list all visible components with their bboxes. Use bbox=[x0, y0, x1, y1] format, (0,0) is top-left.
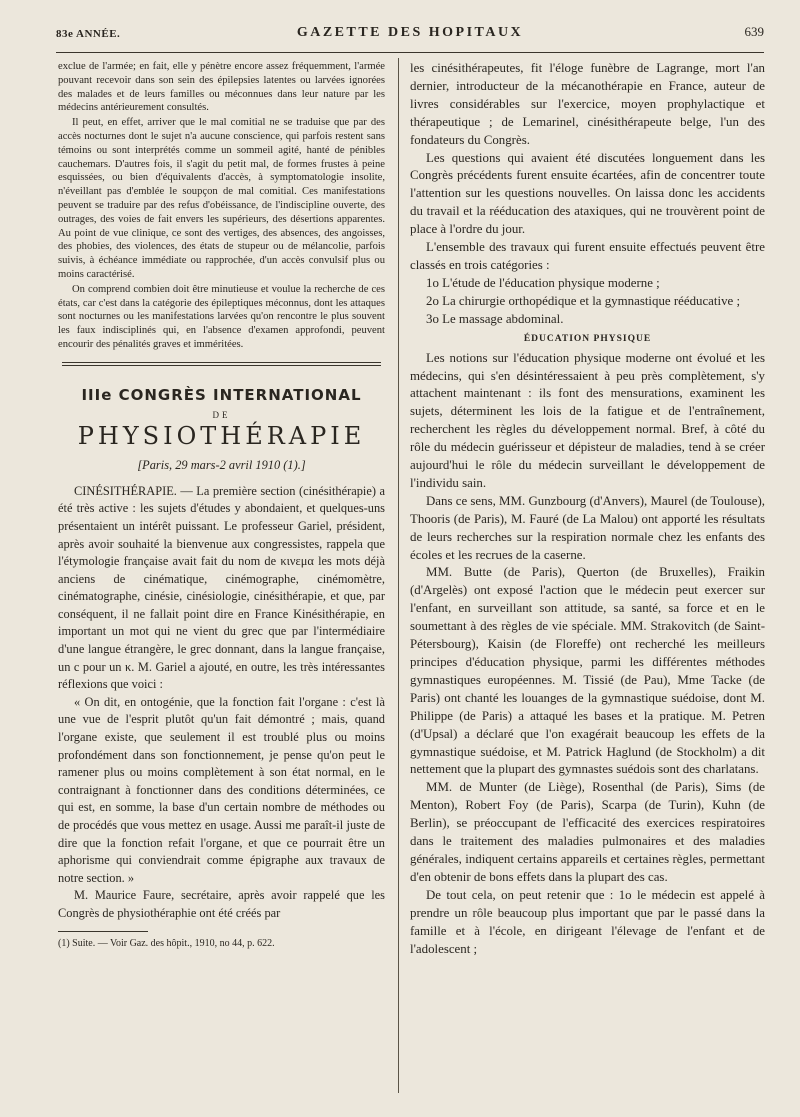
paragraph: Les notions sur l'éducation physique moderne ont évolué et les médecins, qui s'en désintéressaient à peu près complètement, s'y attachent maintenant : ils font des mensurations, examinent les sujets, déterminent les lois de la fatigue et de l'entraînement, recherchent les règles du développement normal. Bref, à côté du rôle du médecin guérisseur et dépisteur de maladies, tend à se créer aujourd'hui le rôle du médecin surveillant le développement de l'individu sain. bbox=[410, 350, 765, 490]
journal-title: GAZETTE DES HOPITAUX bbox=[296, 25, 524, 40]
paragraph: les cinésithérapeutes, fit l'éloge funèbre de Lagrange, mort l'an dernier, introducteur de la mécanothérapie en France, auteur de livres considérables sur l'exercice, moyen prophylactique et thérapeutique ; de Lemarinel, cinésithérapeute belge, l'un des fondateurs du Congrès. bbox=[410, 61, 765, 147]
page-header bbox=[56, 22, 764, 46]
right-column bbox=[410, 60, 765, 958]
congress-dates: [Paris, 29 mars-2 avril 1910 (1).] bbox=[137, 457, 306, 472]
article-title: PHYSIOTHÉRAPIE bbox=[77, 421, 366, 450]
paragraph: On comprend combien doit être minutieuse et voulue la recherche de ces états, car c'est dans la catégorie des épileptiques méconnus, dont les attaques sont nocturnes ou les manifestations larvées qu'on rencontre le plus souvent les faux indisciplinés qui, en l'absence d'examen approfondi, peuvent encourir des pénalités graves et imméritées. bbox=[58, 283, 385, 350]
paragraph: M. Maurice Faure, secrétaire, après avoir rappelé que les Congrès de physiothéraphie ont été créés par bbox=[58, 888, 385, 920]
list-item: 3o Le massage abdominal. bbox=[426, 311, 564, 326]
left-column bbox=[58, 60, 385, 949]
epilepsy-article-end bbox=[58, 60, 385, 352]
paragraph: MM. de Munter (de Liège), Rosenthal (de Paris), Sims (de Menton), Robert Foy (de Paris), Scarpa (de Turin), Kuhn (de Berlin), se préoccupant de l'efficacité des exercices respiratoires dans le traitement des maladies pulmonaires et des maladies générales, indiquent certains appareils et certaines règles, permettant d'en obtenir de bons effets dans la plupart des cas. bbox=[410, 780, 765, 884]
article-separator bbox=[62, 362, 381, 366]
congress-de: DE bbox=[212, 409, 231, 420]
page-number: 639 bbox=[744, 24, 764, 39]
header-year: 83e ANNÉE. bbox=[56, 28, 121, 40]
footnote-rule bbox=[58, 931, 148, 932]
congress-heading: IIIe CONGRÈS INTERNATIONAL bbox=[81, 385, 362, 404]
paragraph: CINÉSITHÉRAPIE. — La première section (cinésithérapie) a été très active : les sujets d'études y abondaient, et quelques-uns présentaient un intérêt puissant. Le professeur Gariel, président, après avoir souhaité la bienvenue aux congressistes, rappela que l'étymologie française avait fait du nom de κινεμα les mots déjà anciens de cinématique, cinémographe, cinémomètre, cinématographe, cinésie, cinésiologie, cinésithérapie, et que, par conséquent, il ne fallait point dire en France Kinésithérapie, en important un mot qui ne vient du grec que par l'intermédiaire d'une langue étrangère, le grec donnant, dans la langue française, un c pour un κ. M. Gariel a ajouté, en outre, les très intéressantes réflexions que voici : bbox=[58, 483, 385, 692]
right-body-a bbox=[410, 60, 765, 329]
paragraph: De tout cela, on peut retenir que : 1o le médecin est appelé à prendre un rôle beaucoup plus important que par le passé dans la famille et à l'école, en dirigeant l'élevage de l'enfant et de l'adolescent ; bbox=[410, 887, 765, 956]
paragraph: Dans ce sens, MM. Gunzbourg (d'Anvers), Maurel (de Toulouse), Thooris (de Paris), M. Fauré (de La Malou) ont apporté les résultats de leurs recherches sur la respiration normale chez les enfants des écoles et les recrues de la caserne. bbox=[410, 493, 765, 562]
list-item: 2o La chirurgie orthopédique et la gymnastique rééducative ; bbox=[426, 293, 741, 308]
paragraph: Il peut, en effet, arriver que le mal comitial ne se traduise que par des accès nocturnes dont le sujet n'a aucune conscience, qui parfois restent sans témoins ou sont interprétés comme un sommeil agité, hanté de pénibles cauchemars. D'autres fois, il s'agit du petit mal, de formes frustes à peine esquissées, ou bien d'équivalents d'accès, à symptomatologie insolite, n'éveillant pas d'emblée le soupçon de mal comitial. Ces manifestations peuvent se traduire par des refus d'obéissance, de l'indiscipline ouverte, des outrages, des voies de fait envers les supérieurs, des désertions apparentes. Au point de vue clinique, ce sont des vertiges, des absences, des angoisses, des phobies, des violences, des états de stupeur ou de mélancolie, parfois suivis, à échéance immédiate ou rapprochée, d'un accès convulsif plus ou moins caractérisé. bbox=[58, 117, 385, 280]
congress-article-body bbox=[58, 483, 385, 923]
right-body-b bbox=[410, 350, 765, 959]
paragraph: L'ensemble des travaux qui furent ensuite effectués peuvent être classés en trois catégories : bbox=[410, 240, 765, 272]
column-divider bbox=[398, 58, 399, 1093]
section-heading: ÉDUCATION PHYSIQUE bbox=[523, 333, 652, 344]
paragraph: « On dit, en ontogénie, que la fonction fait l'organe : c'est là une vue de l'esprit plutôt qu'un fait démontré ; mais, quand l'organe existe, que seulement il est troublé plus ou moins profondément dans son fonctionnement, je pense qu'on peut le ramener plus ou moins complètement à son état normal, en le contraignant à fonctionner dans des conditions déterminées, ce qui est, en somme, la base d'un certain nombre de méthodes ou de procédés que vous mettez en usage. Aussi me paraît-il juste de dire que la fonction refait l'organe, et que ce pourrait être un aphorisme qui conviendrait comme épigraphe aux travaux de notre section. » bbox=[58, 694, 385, 885]
paragraph: MM. Butte (de Paris), Querton (de Bruxelles), Fraikin (d'Argelès) ont exposé l'action que le médecin peut exercer sur l'enfant, en surveillant son attitude, sa santé, sa force et en le soumettant à des règles de vie spéciale. MM. Strakovitch (de Saint-Pétersbourg), Kaisin (de Floreffe) ont recherché les meilleurs principes d'éducation physique, parmi les différentes méthodes gymnastiques européennes. M. Tissié (de Pau), Mme Tacke (de Paris) ont chanté les louanges de la gymnastique suédoise, dont M. Philippe (de Paris) a attaqué les bases et la pratique. M. Petren (d'Upsal) a déclaré que l'on exagérait beaucoup les effets de la gymnastique suédoise, et M. Patrick Haglund (de Stockholm) a dit nettement que la plupart des gymnastes suédois sont des charlatans. bbox=[410, 565, 765, 777]
paragraph: exclue de l'armée; en fait, elle y pénètre encore assez fréquemment, l'armée pouvant recevoir dans son sein des épilepsies latentes ou larvées ignorées des malades et de leurs familles ou méconnues dans leur nature par les médecins antérieurement consultés. bbox=[58, 61, 385, 114]
list-item: 1o L'étude de l'éducation physique moderne ; bbox=[426, 275, 660, 290]
footnote: (1) Suite. — Voir Gaz. des hôpit., 1910, no 44, p. 622. bbox=[58, 937, 275, 949]
paragraph: Les questions qui avaient été discutées longuement dans les Congrès précédents furent ensuite écartées, afin de concentrer toute l'attention sur les questions nouvelles. On laissa donc les accidents du travail et la rééducation des ataxiques, qui ne trouvèrent point de place à l'ordre du jour. bbox=[410, 150, 765, 237]
header-rule bbox=[56, 52, 764, 53]
